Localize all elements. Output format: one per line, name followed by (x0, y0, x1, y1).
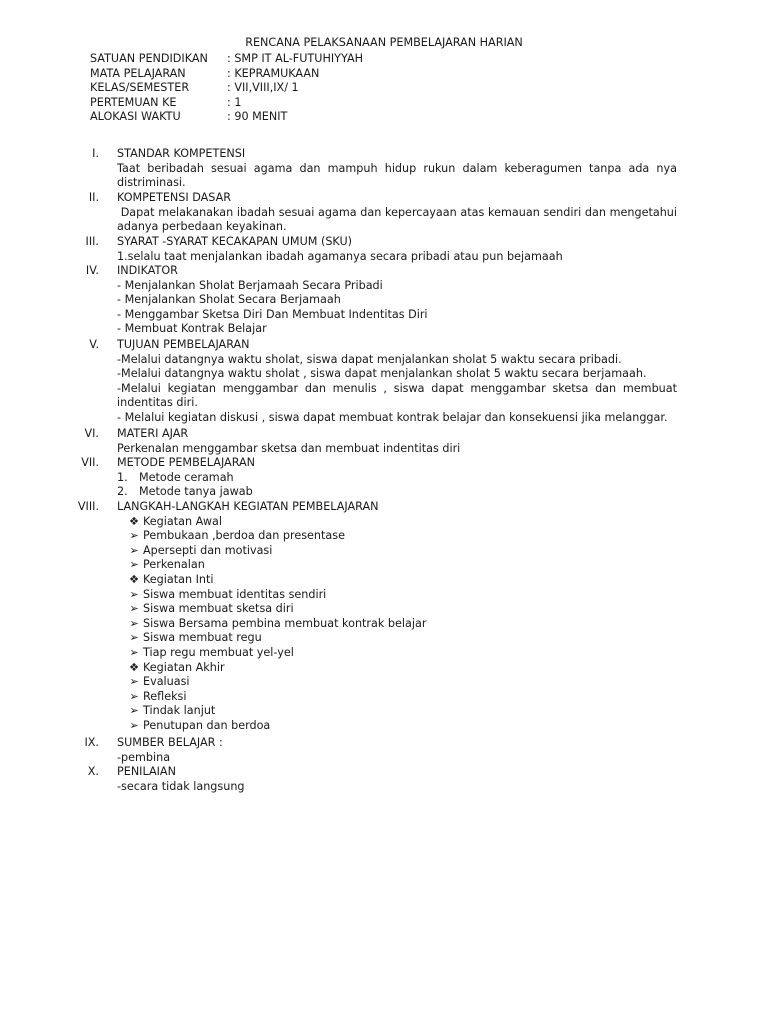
arrow-bullet-icon: ➢ (129, 645, 139, 659)
activity-item (117, 588, 677, 603)
section-paragraph: Dapat melakanakan ibadah sesuai agama dan kepercayaan atas kemauan sendiri dan mengetahui adanya perbedaan keyakinan. (117, 205, 681, 234)
bullet-text: Penutupan dan berdoa (143, 718, 271, 732)
indicator-item: - Menjalankan Sholat Secara Berjamaah (117, 293, 341, 307)
bullet-text: Siswa membuat regu (143, 631, 262, 645)
objective-item: - Melalui kegiatan diskusi , siswa dapat membuat kontrak belajar dan konsekuensi jika melanggar. (117, 410, 668, 424)
meta-key: MATA PELAJARAN (90, 66, 186, 80)
section-number: II. (88, 191, 99, 204)
section-heading: PENILAIAN (117, 765, 176, 778)
header-info (90, 52, 363, 125)
item-text: Metode ceramah (139, 470, 234, 484)
meta-key: PERTEMUAN KE (90, 95, 177, 109)
objective-item: -Melalui datangnya waktu sholat , siswa dapat menjalankan sholat 5 waktu secara berjamaah. (117, 367, 647, 381)
bullet-text: Kegiatan Inti (143, 572, 214, 586)
bullet-text: Pembukaan ,berdoa dan presentase (143, 529, 345, 543)
section-number: III. (85, 235, 99, 248)
section-line: -pembina (117, 750, 171, 764)
activity-group-heading (117, 661, 677, 676)
meta-value: : SMP IT AL-FUTUHIYYAH (227, 52, 364, 65)
activity-item (117, 617, 677, 632)
method-item (117, 485, 677, 500)
activity-item (117, 558, 677, 573)
section-heading: LANGKAH-LANGKAH KEGIATAN PEMBELAJARAN (117, 500, 379, 513)
activity-item (117, 704, 677, 719)
arrow-bullet-icon: ➢ (129, 718, 139, 732)
bullet-text: Tiap regu membuat yel-yel (143, 645, 294, 659)
activity-item (117, 719, 677, 734)
section-heading: INDIKATOR (117, 264, 178, 277)
diamond-bullet-icon: ❖ (128, 572, 140, 586)
meta-value: : 1 (227, 95, 242, 109)
section-number: VIII. (77, 500, 99, 513)
arrow-bullet-icon: ➢ (129, 529, 139, 543)
bullet-text: Kegiatan Awal (143, 514, 222, 528)
section-number: I. (92, 147, 99, 160)
objective-item: -Melalui kegiatan menggambar dan menulis , siswa dapat menggambar sketsa dan membuat indentitas diri. (117, 381, 677, 410)
activity-item (117, 602, 677, 617)
document-title: RENCANA PELAKSANAAN PEMBELAJARAN HARIAN (245, 36, 523, 49)
section-heading: TUJUAN PEMBELAJARAN (117, 338, 250, 351)
item-number: 1. (117, 470, 128, 484)
meta-row (90, 110, 363, 125)
activity-item (117, 529, 677, 544)
bullet-text: Tindak lanjut (143, 704, 216, 718)
bullet-text: Apersepti dan motivasi (143, 543, 273, 557)
item-text: Metode tanya jawab (139, 485, 253, 499)
meta-row (90, 96, 363, 111)
activity-item (117, 690, 677, 705)
section-heading: KOMPETENSI DASAR (117, 191, 232, 204)
meta-row (90, 81, 363, 96)
activity-item (117, 675, 677, 690)
activity-item (117, 631, 677, 646)
section-number: VI. (84, 427, 99, 440)
section-heading: SUMBER BELAJAR : (117, 736, 223, 749)
arrow-bullet-icon: ➢ (129, 704, 139, 718)
meta-key: ALOKASI WAKTU (90, 110, 181, 124)
bullet-text: Evaluasi (143, 675, 190, 689)
section-paragraph: Taat beribadah sesuai agama dan mampuh hidup rukun dalam keberagumen tanpa ada nya distriminasi. (117, 161, 677, 190)
arrow-bullet-icon: ➢ (129, 631, 139, 645)
section-number: IX. (84, 736, 99, 749)
bullet-text: Siswa membuat identitas sendiri (143, 587, 327, 601)
arrow-bullet-icon: ➢ (129, 558, 139, 572)
section-number: VII. (81, 456, 99, 469)
activity-group-heading (117, 573, 677, 588)
arrow-bullet-icon: ➢ (129, 543, 139, 557)
section-line: 1.selalu taat menjalankan ibadah agamanya secara pribadi atau pun bejamaah (117, 249, 563, 263)
arrow-bullet-icon: ➢ (129, 602, 139, 616)
indicator-item: - Membuat Kontrak Belajar (117, 322, 267, 336)
indicator-item: - Menjalankan Sholat Berjamaah Secara Pribadi (117, 278, 383, 292)
activity-item (117, 646, 677, 661)
section-heading: METODE PEMBELAJARAN (117, 456, 256, 469)
item-number: 2. (117, 485, 128, 499)
diamond-bullet-icon: ❖ (128, 514, 140, 528)
meta-key: KELAS/SEMESTER (90, 81, 190, 95)
activity-group-heading (117, 515, 677, 530)
meta-value: : KEPRAMUKAAN (227, 66, 320, 80)
meta-key: SATUAN PENDIDIKAN (90, 52, 208, 65)
bullet-text: Siswa Bersama pembina membuat kontrak belajar (143, 616, 427, 630)
bullet-text: Siswa membuat sketsa diri (143, 602, 294, 616)
method-item (117, 471, 677, 486)
meta-value: : VII,VIII,IX/ 1 (227, 81, 299, 95)
diamond-bullet-icon: ❖ (128, 660, 140, 674)
bullet-text: Kegiatan Akhir (143, 660, 225, 674)
indicator-item: - Menggambar Sketsa Diri Dan Membuat Indentitas Diri (117, 307, 428, 321)
section-heading: SYARAT -SYARAT KECAKAPAN UMUM (SKU) (117, 235, 353, 248)
arrow-bullet-icon: ➢ (129, 675, 139, 689)
section-line: -secara tidak langsung (117, 779, 245, 793)
section-number: V. (89, 338, 99, 351)
activity-item (117, 544, 677, 559)
arrow-bullet-icon: ➢ (129, 689, 139, 703)
meta-value: : 90 MENIT (227, 110, 288, 124)
objective-item: -Melalui datangnya waktu sholat, siswa dapat menjalankan sholat 5 waktu secara pribadi. (117, 352, 622, 366)
bullet-text: Perkenalan (143, 558, 205, 572)
meta-row (90, 67, 363, 82)
meta-row (90, 52, 363, 67)
section-number: IV. (85, 264, 99, 277)
section-line: Perkenalan menggambar sketsa dan membuat indentitas diri (117, 441, 461, 455)
bullet-text: Refleksi (143, 689, 187, 703)
arrow-bullet-icon: ➢ (129, 616, 139, 630)
arrow-bullet-icon: ➢ (129, 587, 139, 601)
section-heading: STANDAR KOMPETENSI (117, 147, 246, 160)
section-number: X. (87, 765, 99, 778)
section-heading: MATERI AJAR (117, 427, 189, 440)
